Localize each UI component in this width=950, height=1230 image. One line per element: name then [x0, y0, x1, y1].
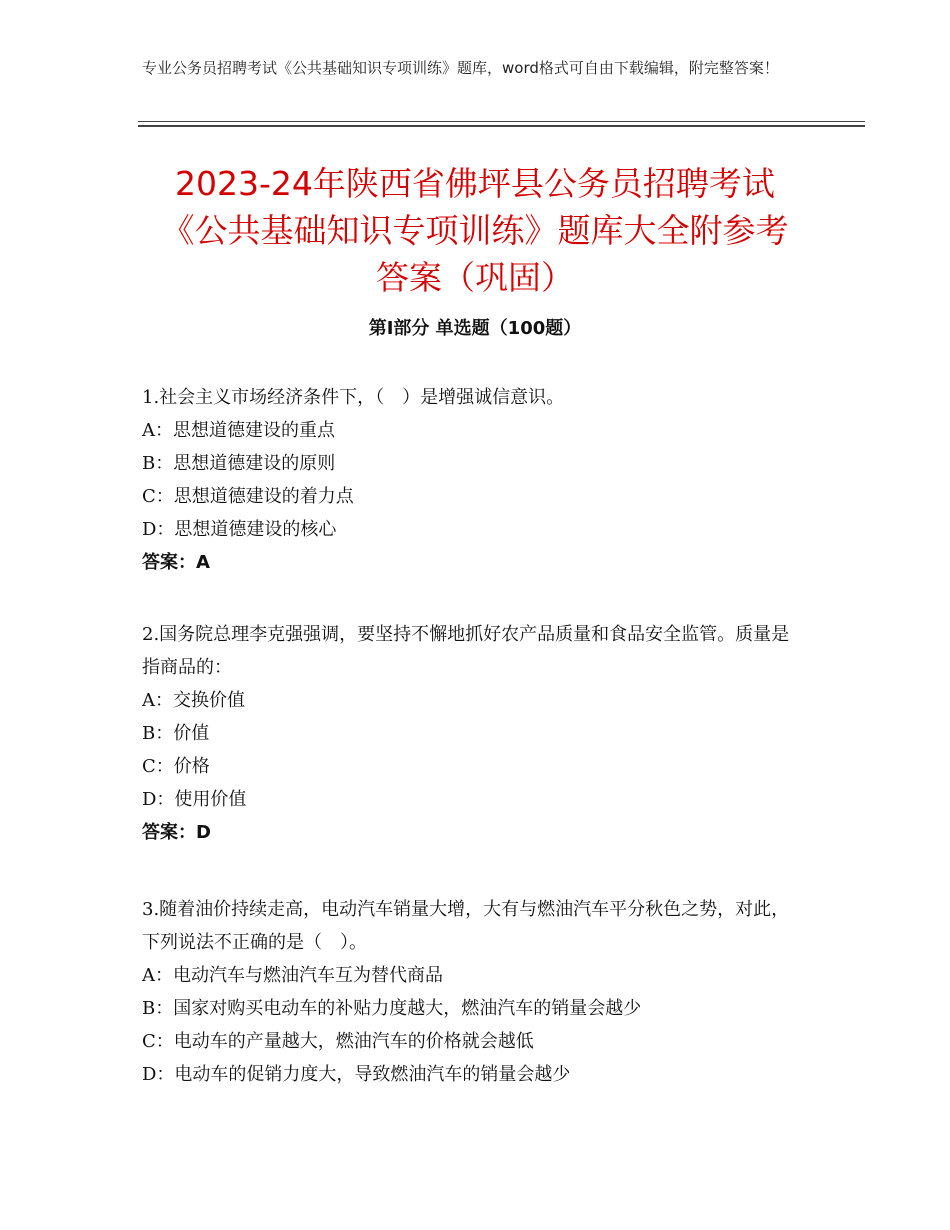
- question-stem: 1.社会主义市场经济条件下，（ ）是增强诚信意识。: [142, 387, 565, 408]
- title-line: 答案（巩固）: [376, 258, 574, 297]
- question-stem: 3.随着油价持续走高，电动汽车销量大增，大有与燃油汽车平分秋色之势，对此，下列说法不正确的是（ ）。: [142, 899, 790, 953]
- title-line: 《公共基础知识专项训练》题库大全附参考: [161, 211, 789, 250]
- header-rule-thin: [138, 121, 865, 122]
- header-rule-thick: [138, 125, 865, 127]
- header-note: 专业公务员招聘考试《公共基础知识专项训练》题库，word格式可自由下载编辑，附完整答案！: [142, 59, 779, 77]
- question-option: B：国家对购买电动车的补贴力度越大，燃油汽车的销量会越少: [142, 998, 642, 1019]
- question-stem: 2.国务院总理李克强强调，要坚持不懈地抓好农产品质量和食品安全监管。质量是指商品的：: [142, 624, 790, 678]
- question-answer: 答案：D: [142, 822, 211, 843]
- question-block: [142, 618, 802, 849]
- question-option: C：电动车的产量越大，燃油汽车的价格就会越低: [142, 1031, 534, 1052]
- question-option: A：思想道德建设的重点: [142, 420, 335, 441]
- question-option: A：电动汽车与燃油汽车互为替代商品: [142, 965, 443, 986]
- question-option: D：使用价值: [142, 789, 247, 810]
- question-option: C：价格: [142, 756, 210, 777]
- question-option: B：思想道德建设的原则: [142, 453, 336, 474]
- question-block: [142, 893, 802, 1091]
- question-block: [142, 381, 802, 579]
- question-option: B：价值: [142, 723, 210, 744]
- question-option: D：思想道德建设的核心: [142, 519, 337, 540]
- document-title: [100, 160, 850, 301]
- question-option: D：电动车的促销力度大，导致燃油汽车的销量会越少: [142, 1064, 571, 1085]
- title-line: 2023-24年陕西省佛坪县公务员招聘考试: [175, 164, 775, 203]
- question-option: C：思想道德建设的着力点: [142, 486, 354, 507]
- question-answer: 答案：A: [142, 552, 210, 573]
- section-heading: 第Ⅰ部分 单选题（100题）: [368, 318, 582, 339]
- question-option: A：交换价值: [142, 690, 245, 711]
